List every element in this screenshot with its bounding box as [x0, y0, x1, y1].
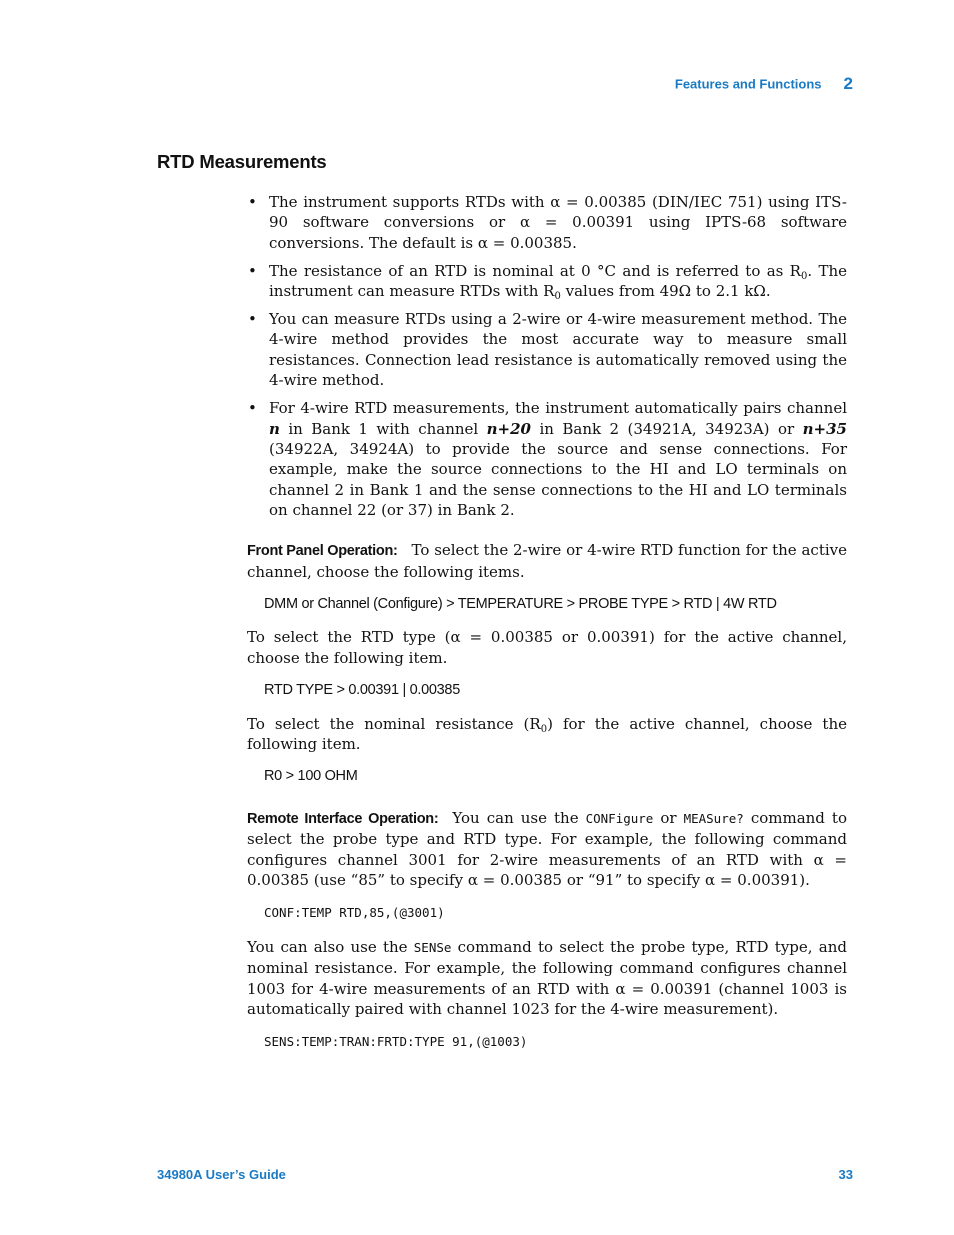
paragraph-text: To select the 2-wire or 4-wire RTD function for the active channel, choose the following items. — [247, 541, 847, 581]
list-item-text: . The instrument can measure RTDs with R — [269, 261, 847, 301]
paragraph-text: command to select the probe type and RTD type. For example, the following command configures channel 3001 for 2-wire measurements of an RTD with α = 0.00385 (use “85” to specify α = 0.00385 or “91” to specify α = 0.00391). — [247, 808, 847, 889]
menu-path: RTD TYPE > 0.00391 | 0.00385 — [264, 682, 460, 699]
paragraph-text: or — [653, 808, 684, 827]
menu-path: DMM or Channel (Configure) > TEMPERATURE > PROBE TYPE > RTD | 4W RTD — [264, 595, 777, 612]
list-item — [247, 192, 847, 253]
paragraph-text: You can also use the — [247, 937, 414, 956]
menu-path: R0 > 100 OHM — [264, 768, 358, 785]
list-item-text: in Bank 1 with channel — [279, 419, 487, 438]
paragraph — [247, 937, 847, 1020]
paragraph: To select the RTD type (α = 0.00385 or 0.00391) for the active channel, choose the following item. — [247, 628, 847, 667]
inline-command: SENSe — [413, 939, 452, 955]
page-number: 33 — [838, 1167, 853, 1182]
list-item — [247, 398, 847, 520]
list-item-text: For 4-wire RTD measurements, the instrument automatically pairs channel — [269, 399, 847, 418]
subscript: 0 — [800, 270, 808, 282]
paragraph-text: command to select the probe type, RTD type, and nominal resistance. For example, the following command configures channel 1003 for 4-wire measurements of an RTD with α = 0.00391 (channel 1003 is automatically paired with channel 1023 for the 4-wire measurement). — [247, 937, 847, 1018]
inline-command: MEASure? — [683, 810, 744, 826]
list-item-text: (34922A, 34924A) to provide the source and sense connections. For example, make the source connections to the HI and LO terminals on channel 2 in Bank 1 and the sense connections to the HI and LO terminals on channel 22 (or 37) in Bank 2. — [269, 439, 847, 520]
bullet-icon: • — [248, 193, 257, 211]
list-item-text: values from 49Ω to 2.1 kΩ. — [560, 282, 771, 301]
running-header — [675, 74, 853, 94]
footer-guide-title: 34980A User’s Guide — [157, 1167, 286, 1182]
subscript: 0 — [554, 291, 561, 303]
variable-n-plus-20: n+20 — [486, 419, 531, 438]
list-item — [247, 309, 847, 391]
front-panel-paragraph — [247, 540, 847, 582]
inline-command: CONFigure — [585, 810, 654, 826]
bullet-icon: • — [248, 399, 257, 418]
list-item-text: The instrument supports RTDs with α = 0.00385 (DIN/IEC 751) using ITS-90 software conversions or α = 0.00391 using IPTS-68 software conversions. The default is α = 0.00385. — [269, 193, 847, 252]
list-item — [247, 261, 847, 302]
front-panel-label: Front Panel Operation: — [247, 543, 398, 560]
list-item-text: in Bank 2 (34921A, 34923A) or — [531, 419, 803, 438]
variable-n-plus-35: n+35 — [802, 419, 847, 438]
variable-n: n — [269, 419, 280, 438]
body-text — [247, 192, 847, 1066]
paragraph-text: ) for the active channel, choose the following item. — [247, 714, 847, 753]
bullet-icon: • — [248, 310, 257, 329]
subscript: 0 — [540, 723, 548, 735]
remote-interface-label: Remote Interface Operation: — [247, 810, 439, 827]
list-item-text: You can measure RTDs using a 2-wire or 4-wire measurement method. The 4-wire method provides the most accurate way to measure small resistances. Connection lead resistance is automatically removed using the 4-wire method. — [269, 310, 847, 390]
code-example: SENS:TEMP:TRAN:FRTD:TYPE 91,(@1003) — [264, 1034, 528, 1050]
section-heading: RTD Measurements — [157, 151, 327, 172]
remote-paragraph — [247, 808, 847, 891]
bullet-icon: • — [248, 261, 257, 280]
list-item-text: The resistance of an RTD is nominal at 0 °C and is referred to as R — [269, 261, 801, 280]
bullet-list — [247, 192, 847, 521]
paragraph — [247, 714, 847, 755]
header-section-title: Features and Functions — [674, 76, 822, 92]
header-chapter-number: 2 — [843, 74, 853, 93]
paragraph-text: You can use the — [452, 808, 586, 827]
paragraph-text: To select the nominal resistance (R — [247, 714, 541, 733]
code-example: CONF:TEMP RTD,85,(@3001) — [264, 905, 445, 921]
